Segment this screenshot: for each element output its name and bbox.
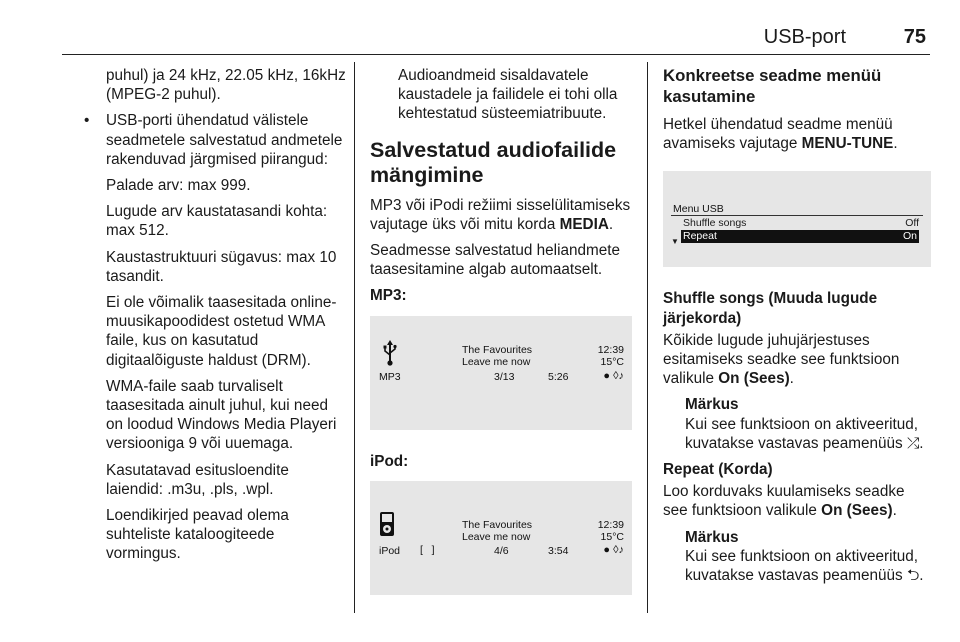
note-text: Kui see funktsioon on aktiveeritud, kuvatakse vastavas peamenüüs ⮌. — [685, 547, 924, 585]
ipod-elapsed: 3:54 — [548, 544, 569, 557]
list-item: Kaustastruktuuri sügavus: max 10 tasandit. — [106, 248, 337, 285]
note-title: Märkus — [685, 396, 739, 414]
shuffle-heading: Shuffle songs (Muuda lugude järjekorda) — [663, 290, 878, 327]
mp3-temperature: 15°C — [600, 355, 624, 368]
status-icons — [603, 544, 624, 556]
ipod-line2: Leave me now — [462, 530, 531, 543]
mp3-display-screen — [370, 316, 632, 430]
menu-arrow-icon: ▼ — [671, 237, 679, 247]
column-divider-2 — [647, 62, 648, 613]
list-item: Kasutatavad esitusloendite laiendid: .m3u, .pls, .wpl. — [106, 461, 289, 498]
page-title: USB-port — [763, 26, 846, 48]
speaker-icon: ◊ — [613, 369, 619, 382]
record-icon: ● — [603, 369, 610, 382]
mp3-mode: MP3 — [379, 370, 401, 383]
note-1 — [685, 395, 931, 453]
ipod-icon — [379, 511, 395, 537]
repeat-heading: Repeat (Korda) — [663, 461, 773, 479]
menu-divider — [671, 215, 923, 216]
mp3-clock: 12:39 — [597, 343, 624, 356]
mp3-line2: Leave me now — [462, 355, 531, 368]
mp3-track: 3/13 — [494, 370, 515, 383]
ipod-mode: iPod — [379, 544, 401, 557]
media-key: MEDIA — [559, 215, 609, 233]
paragraph-media: MP3 või iPodi režiimi sisselülitamiseks vajutage üks või mitu korda MEDIA. — [370, 196, 631, 233]
section-heading: Konkreetse seadme menüü kasutamine — [663, 66, 882, 106]
music-note-icon: ♪ — [618, 543, 624, 556]
section-heading: Salvestatud audiofailide mängimine — [370, 137, 617, 187]
page-number: 75 — [903, 26, 926, 48]
note-2 — [685, 528, 931, 586]
column-1 — [84, 66, 346, 571]
shuffle-icon: ⤮ — [906, 434, 920, 452]
ipod-clock: 12:39 — [597, 518, 624, 531]
list-item: Loendikirjed peavad olema suhteliste kataloogiteede vormingus. — [106, 507, 289, 563]
paragraph-menu: Hetkel ühendatud seadme menüü avamiseks vajutage MENU-TUNE. — [663, 116, 898, 153]
music-note-icon: ♪ — [618, 369, 624, 382]
ipod-label: iPod: — [370, 452, 409, 470]
usb-icon — [382, 340, 398, 366]
menu-row-shuffle: Shuffle songs Off — [683, 217, 919, 230]
column-divider-1 — [354, 62, 355, 613]
menu-row-repeat: Repeat On — [683, 230, 917, 243]
repeat-paragraph: Loo korduvaks kuulamiseks seadke see funktsioon valikule On (Sees). — [663, 483, 905, 520]
page-header — [62, 26, 930, 54]
shuffle-paragraph: Kõikide lugude juhujärjestuses esitamiseks seadke see funktsioon valikule On (Sees). — [663, 331, 900, 388]
list-item: Ei ole võimalik taasesitada online-muusikapoodidest ostetud WMA faile, kus on kasutatud digitaalõiguste haldust (DRM). — [106, 294, 337, 369]
ipod-temperature: 15°C — [600, 530, 624, 543]
speaker-icon: ◊ — [613, 543, 619, 556]
note-text: Kui see funktsioon on aktiveeritud, kuvatakse vastavas peamenüüs ⤮. — [685, 415, 924, 452]
record-icon: ● — [603, 543, 610, 556]
continued-paragraph: puhul) ja 24 kHz, 22.05 kHz, 16kHz (MPEG-2 puhul). — [106, 67, 346, 104]
list-item: WMA-faile saab turvaliselt taasesitada ainult juhul, kui need on loodud Windows Media Playeri versiooniga 9 või uuemaga. — [106, 377, 337, 453]
status-icons — [603, 370, 624, 382]
column-2 — [370, 66, 632, 617]
menu-title: Menu USB — [673, 203, 724, 216]
mp3-elapsed: 5:26 — [548, 370, 569, 383]
intro-paragraph: Audioandmeid sisaldavatele kaustadele ja failidele ei tohi olla kehtestatud süsteemiatribuute. — [398, 67, 618, 123]
bullet-item: • USB-porti ühendatud välistele seadmetele salvestatud andmetele rakenduvad järgmised piirangud: — [84, 111, 346, 169]
menu-tune-key: MENU-TUNE — [801, 135, 894, 153]
list-item: Palade arv: max 999. — [106, 177, 251, 195]
paragraph-autoplay: Seadmesse salvestatud heliandmete taasesitamine algab automaatselt. — [370, 242, 621, 279]
column-3 — [663, 66, 931, 592]
header-divider — [62, 54, 930, 55]
ipod-display-screen — [370, 481, 632, 595]
ipod-line1: The Favourites — [462, 518, 533, 531]
list-item: Lugude arv kaustatasandi kohta: max 512. — [106, 203, 328, 240]
usb-menu-screen — [663, 171, 931, 267]
mp3-line1: The Favourites — [462, 343, 533, 356]
note-title: Märkus — [685, 528, 739, 546]
mp3-label: MP3: — [370, 287, 407, 305]
ipod-track: 4/6 — [494, 544, 509, 557]
ipod-brackets: [ ] — [420, 543, 435, 556]
repeat-icon: ⮌ — [906, 567, 920, 585]
